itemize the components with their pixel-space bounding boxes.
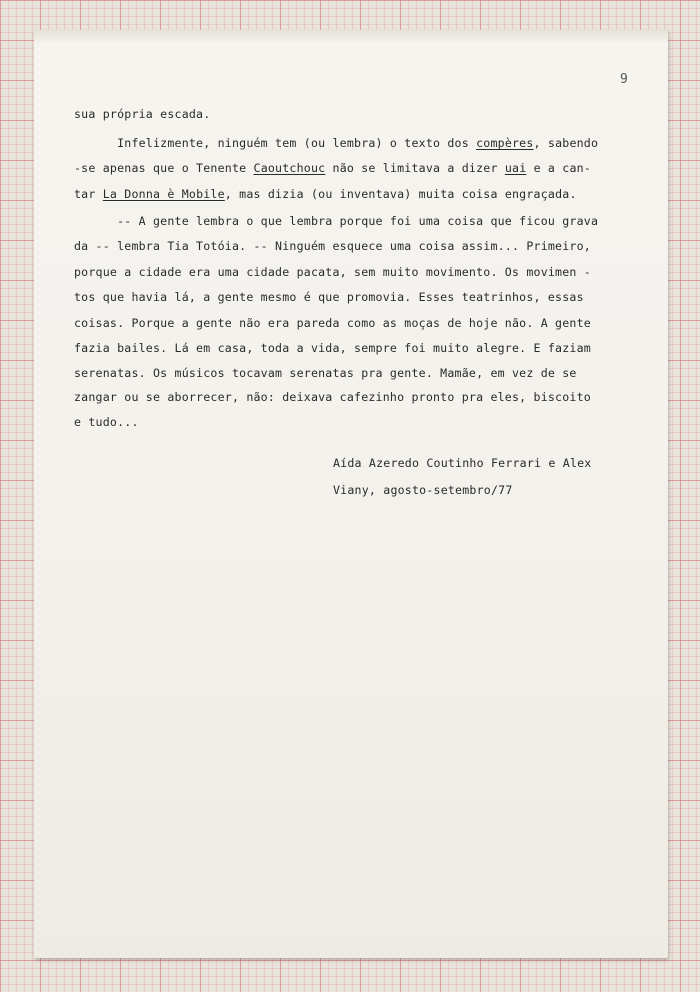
underlined-title-la-donna: La Donna è Mobile [102, 187, 225, 201]
signature-line-1: Aída Azeredo Coutinho Ferrari e Alex [333, 456, 592, 470]
text-line-2-part-a: Infelizmente, ninguém tem (ou lembra) o texto dos [74, 136, 477, 150]
text-line-12: zangar ou se aborrecer, não: deixava cafezinho pronto pra eles, biscoito [74, 390, 591, 404]
text-line-1: sua própria escada. [74, 107, 211, 121]
text-line-2-part-b: , sabendo [533, 136, 599, 150]
text-line-3-part-b: não se limitava a dizer [325, 161, 505, 175]
underlined-word-uai: uai [504, 161, 527, 175]
text-line-4 [74, 187, 577, 201]
text-line-3-part-a: -se apenas que o Tenente [74, 161, 254, 175]
text-line-4-part-b: , mas dizia (ou inventava) muita coisa engraçada. [224, 187, 577, 201]
underlined-word-caoutchouc: Caoutchouc [253, 161, 326, 175]
text-line-8: tos que havia lá, a gente mesmo é que promovia. Esses teatrinhos, essas [74, 290, 584, 304]
text-line-9: coisas. Porque a gente não era pareda como as moças de hoje não. A gente [74, 316, 591, 330]
text-line-10: fazia bailes. Lá em casa, toda a vida, sempre foi muito alegre. E faziam [74, 341, 591, 355]
text-line-7: porque a cidade era uma cidade pacata, sem muito movimento. Os movimen - [74, 265, 591, 279]
text-line-13: e tudo... [74, 415, 139, 429]
page-number: 9 [620, 72, 628, 87]
text-line-6: da -- lembra Tia Totóia. -- Ninguém esquece uma coisa assim... Primeiro, [74, 239, 591, 253]
text-line-4-part-a: tar [74, 187, 103, 201]
text-line-3 [74, 161, 591, 175]
text-line-2 [74, 136, 598, 150]
text-line-3-part-c: e a can- [526, 161, 592, 175]
underlined-word-comperes: compères [476, 136, 534, 150]
text-line-5: -- A gente lembra o que lembra porque foi uma coisa que ficou grava [74, 214, 599, 228]
signature-line-2: Viany, agosto-setembro/77 [333, 483, 513, 497]
text-line-11: serenatas. Os músicos tocavam serenatas pra gente. Mamãe, em vez de se [74, 366, 577, 380]
